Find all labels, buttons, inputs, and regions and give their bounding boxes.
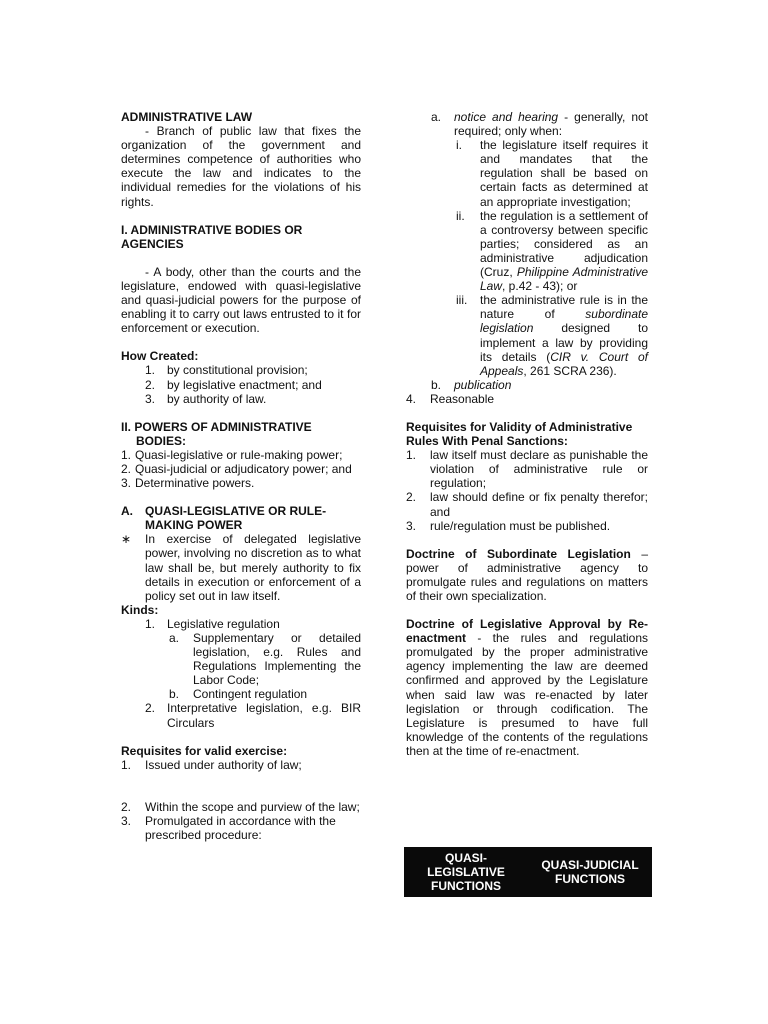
list-text-part: , 261 SCRA 236). — [523, 363, 617, 378]
list-text: Promulgated in accordance with the prescribed procedure: — [145, 813, 336, 843]
list-text: by authority of law. — [167, 391, 267, 406]
bullet-item — [121, 532, 361, 602]
list-item — [406, 490, 648, 518]
list-number: 1. — [145, 616, 156, 631]
list-letter: b. — [431, 377, 442, 392]
list-text: law should define or fix penalty therefor; and — [430, 490, 648, 519]
document-title: ADMINISTRATIVE LAW — [121, 110, 253, 124]
list-text: Reasonable — [430, 391, 495, 406]
list-item — [121, 476, 361, 490]
list-item — [121, 448, 361, 462]
list-item — [121, 800, 361, 814]
list-text — [480, 293, 648, 378]
legislative-approval-doctrine — [406, 617, 648, 758]
list-item — [121, 814, 361, 842]
list-item — [406, 519, 648, 533]
list-text-part: the administrative rule is in the nature of — [480, 293, 648, 322]
list-item — [406, 392, 648, 406]
section-letter: A. — [121, 504, 133, 519]
doctrine-heading: Doctrine of Legislative Approval by Re-enactment — [406, 617, 648, 646]
list-text-part: designed to implement a law by providing its details ( — [480, 321, 648, 364]
doctrine-text: – power of administrative agency to promulgate rules and regulations on matters of their own specialization. — [406, 546, 648, 603]
sub-list-item — [406, 110, 648, 138]
list-item — [121, 392, 361, 406]
list-letter: b. — [169, 687, 180, 702]
roman-number: ii. — [456, 208, 465, 223]
bullet-text: In exercise of delegated legislative power, involving no discretion as to what law shall be, but merely authority to fix details in execution or enforcement of a policy set out in law itself. — [145, 532, 361, 603]
list-number: 3. — [406, 518, 417, 533]
section-2-heading: II. POWERS OF ADMINISTRATIVE BODIES: — [121, 419, 312, 448]
list-text: Issued under authority of law; — [145, 757, 302, 772]
list-number: 2. — [145, 377, 156, 392]
sub-list-item — [121, 687, 361, 701]
penal-sanctions-heading: Requisites for Validity of Administrative Rules With Penal Sanctions: — [406, 419, 633, 449]
list-text: by legislative enactment; and — [167, 377, 322, 392]
list-text-part: the regulation is a settlement of a controversy between specific parties; considered as an administrative adjudication (Cruz, — [480, 208, 648, 280]
roman-list-item — [406, 209, 648, 294]
list-text-part: , p.42 - 43); or — [502, 279, 578, 294]
list-item — [121, 758, 361, 772]
subordinate-legislation-term: subordinate legislation — [480, 307, 648, 336]
kinds-heading: Kinds: — [121, 602, 159, 617]
list-item — [121, 462, 361, 476]
list-number: 2. — [121, 799, 132, 814]
roman-list-item — [406, 138, 648, 208]
sub-list-item — [121, 631, 361, 687]
notice-hearing-term: notice and hearing — [454, 110, 559, 124]
book-title: Philippine Administrative Law — [480, 265, 648, 294]
list-number: 3. — [145, 391, 156, 406]
section-1-heading: I. ADMINISTRATIVE BODIES OR AGENCIES — [121, 222, 303, 251]
roman-list-item — [406, 293, 648, 378]
list-text: the legislature itself requires it and mandates that the regulation shall be based on certain facts as determined at an appropriate investigation; — [480, 138, 648, 209]
administrative-law-definition: - Branch of public law that fixes the organization of the government and determines competence of authorities who execute the law and indicates to the individual remedies for the violations of his rights. — [121, 124, 361, 209]
list-text: Supplementary or detailed legislation, e.g. Rules and Regulations Implementing the Labor Code; — [193, 631, 361, 688]
list-item — [406, 448, 648, 490]
list-number: 1. — [145, 363, 156, 378]
doctrine-text: - the rules and regulations promulgated by the proper administrative agency implementing the law are deemed confirmed and approved by the Legislature when said law was re-enacted by later legislation or through codification. The Legislature is presumed to have full knowledge of the contents of the regulations then at the time of re-enactment. — [406, 631, 648, 758]
left-column — [121, 110, 361, 842]
case-citation: CIR v. Court of Appeals — [480, 349, 649, 378]
list-text: Contingent regulation — [193, 687, 308, 702]
list-number: 2. — [145, 701, 156, 716]
how-created-heading: How Created: — [121, 349, 199, 364]
administrative-bodies-definition: - A body, other than the courts and the legislature, endowed with quasi-legislative and quasi-judicial powers for the purpose of enabling it to carry out laws entrusted to it for enforcement or execution. — [121, 264, 361, 336]
list-text: law itself must declare as punishable the violation of administrative rule or regulation; — [430, 448, 648, 491]
asterisk-bullet-icon: ∗ — [121, 532, 132, 547]
section-a-title: QUASI-LEGISLATIVE OR RULE-MAKING POWER — [145, 504, 327, 533]
list-number: 3. — [121, 476, 132, 491]
right-column — [406, 110, 648, 758]
list-text: Within the scope and purview of the law; — [145, 799, 360, 814]
roman-number: i. — [456, 138, 462, 153]
functions-table-header — [404, 847, 652, 897]
list-text: Determinative powers. — [135, 476, 255, 491]
list-text — [480, 209, 648, 294]
sub-list-item — [406, 378, 648, 392]
list-text: by constitutional provision; — [167, 363, 308, 378]
list-number: 3. — [121, 813, 132, 828]
list-text: Quasi-legislative or rule-making power; — [135, 447, 343, 462]
publication-term: publication — [454, 377, 512, 392]
section-a-heading — [121, 504, 361, 532]
list-number: 1. — [121, 447, 132, 462]
list-text: Quasi-judicial or adjudicatory power; and — [135, 461, 352, 476]
list-number: 4. — [406, 391, 417, 406]
list-item — [121, 617, 361, 631]
list-text: Interpretative legislation, e.g. BIR Circulars — [167, 701, 361, 730]
list-number: 2. — [406, 490, 417, 505]
list-letter: a. — [169, 631, 180, 645]
list-text — [454, 110, 648, 138]
list-number: 1. — [406, 448, 417, 463]
list-number: 1. — [121, 757, 132, 772]
table-header-cell: QUASI-LEGISLATIVE FUNCTIONS — [427, 851, 505, 893]
list-item — [121, 363, 361, 377]
roman-number: iii. — [456, 293, 468, 308]
list-item — [121, 701, 361, 729]
notice-hearing-text: - generally, not required; only when: — [454, 110, 648, 139]
requisites-heading: Requisites for valid exercise: — [121, 743, 288, 758]
table-header-cell: QUASI-JUDICIAL FUNCTIONS — [541, 858, 639, 886]
doctrine-heading: Doctrine of Subordinate Legislation — [406, 546, 631, 561]
list-letter: a. — [431, 110, 442, 124]
list-item — [121, 378, 361, 392]
list-text: rule/regulation must be published. — [430, 518, 611, 533]
list-number: 2. — [121, 461, 132, 476]
list-text: Legislative regulation — [167, 616, 280, 631]
subordinate-legislation-doctrine — [406, 547, 648, 603]
